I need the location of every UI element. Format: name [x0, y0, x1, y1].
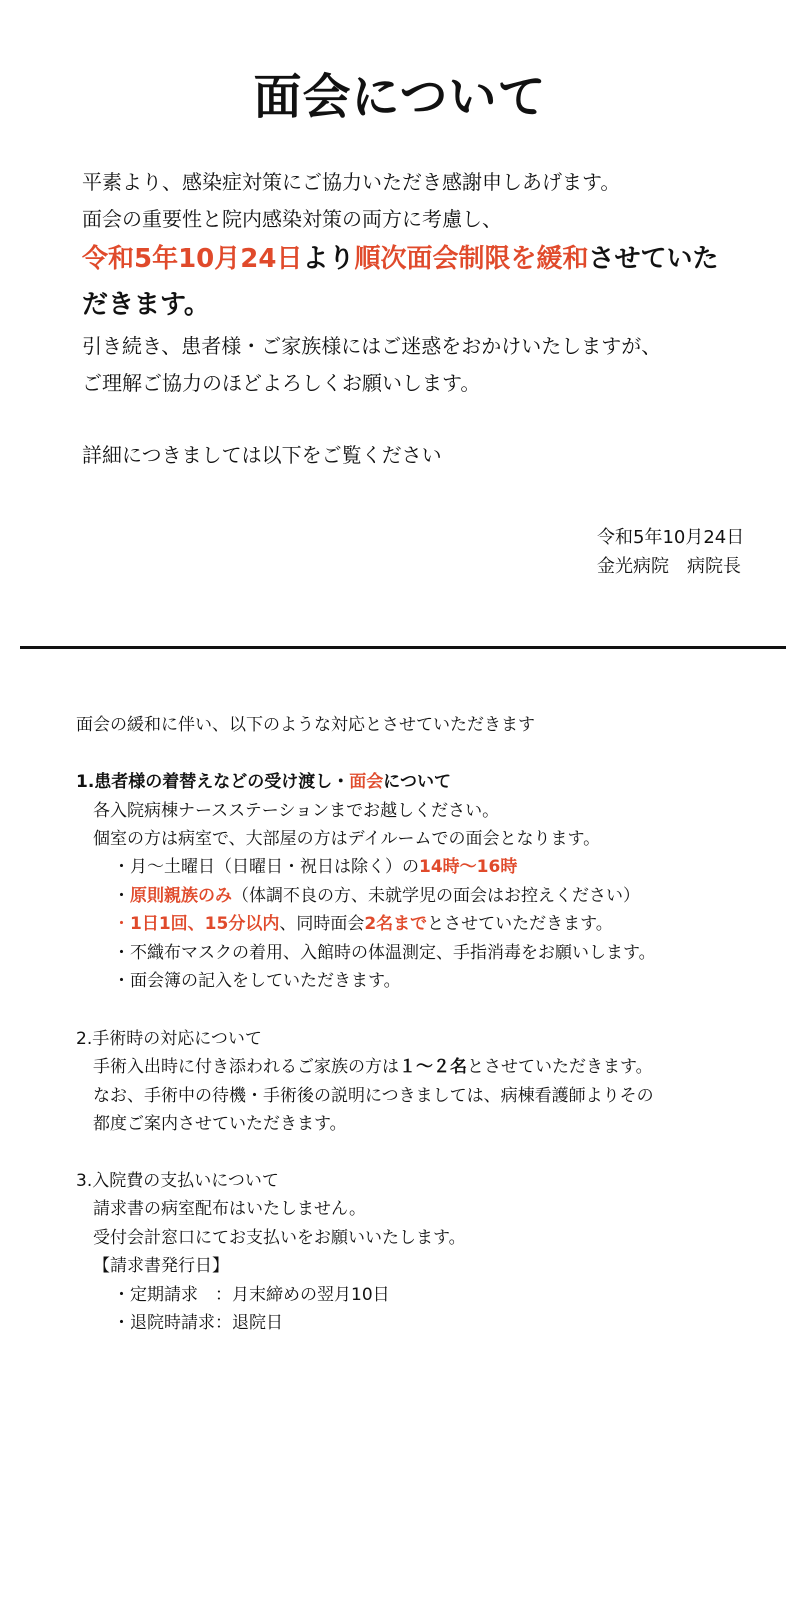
section1-line: 個室の方は病室で、大部屋の方はデイルームでの面会となります。: [93, 829, 601, 849]
bullet-emphasis: 原則親族のみ: [130, 886, 232, 906]
section1-bullet: [113, 909, 613, 934]
section3-heading: 3.入院費の支払いについて: [76, 1171, 279, 1191]
signature-date: 令和5年10月24日: [597, 527, 745, 548]
section3-line: 請求書の病室配布はいたしません。: [93, 1199, 367, 1219]
section2-heading: 2.手術時の対応について: [76, 1029, 262, 1049]
highlight-action: 順次面会制限を緩和: [354, 244, 589, 274]
section3-subheading: 【請求書発行日】: [93, 1256, 229, 1276]
section1-line: 各入院病棟ナースステーションまでお越しください。: [93, 801, 500, 821]
details-note: 詳細につきましては以下をご覧ください: [82, 443, 442, 467]
section2-line: [93, 1052, 653, 1077]
section2-text: 手術入出時に付き添われるご家族の方は: [93, 1057, 399, 1077]
bullet-text: ・月～土曜日（日曜日・祝日は除く）の: [113, 857, 419, 877]
bullet-text: 、同時面会: [279, 914, 365, 934]
section1-bullet: ・面会簿の記入をしていただきます。: [113, 971, 401, 991]
bullet-emphasis: 14時～16時: [419, 857, 518, 877]
highlight-end: させていただきます。: [82, 244, 719, 320]
section1-bullet: [113, 881, 640, 906]
section3-line: 受付会計窓口にてお支払いをお願いいたします。: [93, 1228, 466, 1248]
section2-text: とさせていただきます。: [467, 1057, 653, 1077]
section1-bullet: ・不織布マスクの着用、入館時の体温測定、手指消毒をお願いします。: [113, 943, 656, 963]
intro-line: 平素より、感染症対策にご協力いただき感謝申しあげます。: [82, 170, 621, 194]
intro-line: ご理解ご協力のほどよろしくお願いします。: [82, 371, 481, 395]
section1-heading: [76, 767, 451, 792]
section2-emphasis: １～２名: [399, 1057, 467, 1077]
section3-item: ・定期請求 ：月末締めの翌月10日: [113, 1285, 390, 1305]
bullet-text: （体調不良の方、未就学児の面会はお控えください）: [232, 886, 640, 906]
bullet-emphasis: 1日1回、15分以内: [130, 914, 280, 934]
bullet-text: ・: [113, 914, 130, 934]
page-title: 面会について: [253, 69, 547, 125]
bullet-text: ・: [113, 886, 130, 906]
section-divider: [20, 646, 786, 649]
bullet-text: とさせていただきます。: [427, 914, 613, 934]
section2-line: 都度ご案内させていただきます。: [93, 1114, 347, 1134]
section1-heading-red: 面会: [349, 772, 384, 792]
intro-line: 面会の重要性と院内感染対策の両方に考慮し、: [82, 207, 502, 231]
section1-heading-pre: 1.患者様の着替えなどの受け渡し・: [76, 772, 350, 792]
intro-line: 引き続き、患者様・ご家族様にはご迷惑をおかけいたしますが、: [82, 334, 662, 358]
section2-line: なお、手術中の待機・手術後の説明につきましては、病棟看護師よりその: [93, 1086, 654, 1106]
highlight-date: 令和5年10月24日: [82, 244, 303, 274]
highlight-connector: より: [302, 244, 355, 274]
section3-item: ・退院時請求：退院日: [113, 1313, 283, 1333]
bullet-emphasis: 2名まで: [364, 914, 428, 934]
highlight-announcement: [82, 236, 722, 328]
section1-bullet: [113, 852, 517, 877]
body-lead: 面会の緩和に伴い、以下のような対応とさせていただきます: [76, 715, 535, 735]
signature-author: 金光病院 病院長: [597, 556, 741, 577]
section1-heading-post: について: [383, 772, 451, 792]
